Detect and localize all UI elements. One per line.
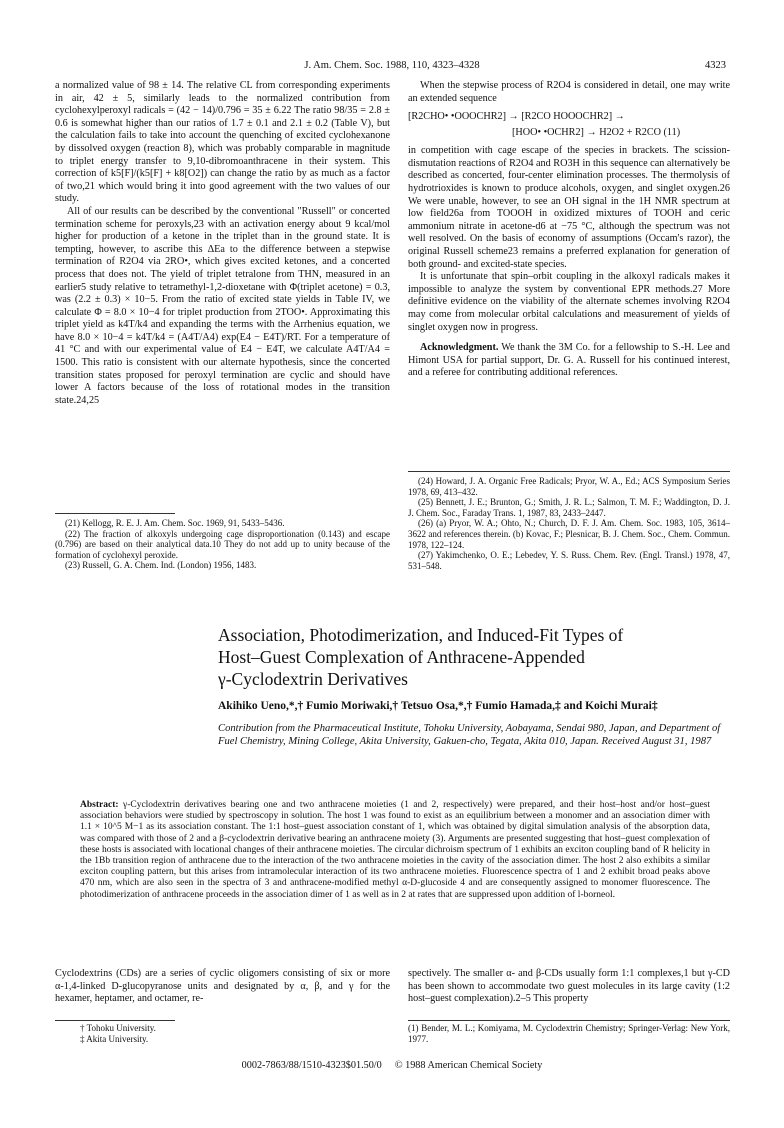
- left-column: [55, 80, 390, 407]
- copyright: © 1988 American Chemical Society: [394, 1060, 543, 1071]
- left-paragraph-2: All of our results can be described by the conventional "Russell" or concerted termination scheme for peroxyls,23 with an activation energy about 9 kcal/mol higher for production of a ketone in the triplet than in the ground state. It is tempting, however, to ascribe this ΔEa to the difference between a stepwise termination of R2O4 via 2RO•, which gives excited ketones, and a concerted process that does not. The yield of triplet tetralone from THN, measured in an earlier5 study relative to tetramethyl-1,2-dioxetane with Φ(triplet acetone) = 0.3, was (2.2 ± 0.3) × 10−5. From the ratio of excited state yields in Table IV, we calculate Φ = 8.0 × 10−4 for triplet production from 2TOO•. Approximating this triplet yield as k4T/k4 and expanding the terms with the Arrhenius equation, we have 8.0 × 10−4 = k4T/k4 = (A4T/A4) exp(E4 − E4T)/RT. For a temperature of 41 °C and with our experimental value of E4 − E4T, we calculate A4T/A4 = 1500. This ratio is consistent with our alternate hypothesis, since the concerted transition states proposed for peroxyl termination are cyclic and should have lower A factors because of the loss of rotational modes in the transition state.24,25: [55, 205, 390, 406]
- affiliation-notes: [70, 1023, 370, 1044]
- left-paragraph-1: a normalized value of 98 ± 14. The relative CL from corresponding experiments in air, 42 ± 5, similarly leads to the normalized contribution from cyclohexylperoxyl radicals = (42 − 14)/0.796 = 35 ± 6.22 The ratio 98/35 = 2.8 ± 0.6 is somewhat higher than our ratios of 1.7 ± 0.1 and 2.1 ± 0.2 (Table V), but the calculation fails to take into account the quenching of excited cyclohexanone by dissolved oxygen (reaction 8), which was probably comparable in magnitude to triplet energy transfer to 9,10-dibromoanthracene in their system. This correction of k5[F]/(k5[F] + k8[O2]) can change the ratio by as much as a factor of two,21 which would bring it into good agreement with the two values of our study.: [55, 80, 390, 205]
- acknowledgment: [408, 342, 730, 380]
- intro-left: Cyclodextrins (CDs) are a series of cyclic oligomers consisting of six or more α-1,4-linked D-glucopyranose units and designated by α, β, and γ for the hexamer, heptamer, and octamer, re-: [55, 968, 390, 1005]
- right-paragraph-2: It is unfortunate that spin–orbit coupling in the alkoxyl radicals makes it impossible to analyze the system by conventional EPR methods.27 More definitive evidence on the viability of the alternate schemes involving R2O4 may come from molecular orbital calculations and measurement of yields of singlet oxygen now in progress.: [408, 271, 730, 333]
- article-title: [218, 624, 738, 690]
- footnote-1: (1) Bender, M. L.; Komiyama, M. Cyclodextrin Chemistry; Springer-Verlag: New York, 1977.: [408, 1023, 730, 1044]
- issn-code: 0002-7863/88/1510-4323$01.50/0: [241, 1060, 382, 1071]
- running-head: [0, 60, 784, 71]
- contribution-affiliation: Contribution from the Pharmaceutical Institute, Tohoku University, Aobayama, Sendai 980, Japan, and Department of Fuel Chemistry, Mining College, Akita University, Gakuen-cho, Tegata, Akita 010, Japan. Received August 31, 1987: [218, 723, 721, 747]
- equation-line-2: [HOO• •OCHR2] → H2O2 + R2CO (11): [512, 127, 681, 139]
- footnote-rule-left: [55, 513, 175, 514]
- abstract-text: γ-Cyclodextrin derivatives bearing one and two anthracene moieties (1 and 2, respectively) were prepared, and their host–host and/or host–guest association behaviors were studied by spectroscopy in solution. The host 1 was found to exist as an equilibrium between a monomer and an association dimer with 1.1 × 10^5 M−1 as its association constant. The 1:1 host–guest association constant of 1, which was obtained by digital simulation analysis of the absorption data, was compared with those of 2 and a β-cyclodextrin derivative bearing an anthracene moiety (3). Arguments are presented suggesting that host–guest complexation of these hosts is associated with locational changes of their anthracene moieties. The circular dichroism spectrum of 1 exhibits an exciton coupling band of R helicity in the 1Bb transition region of anthracene due to the interaction of the two anthracene moieties in the cavity of the association dimer. The host 2 also exhibits a similar exciton coupling pattern, but this arises from intramolecular interaction of its two anthracene moieties. Fluorescence spectra of 1 and 2 exhibit broad peaks above 470 nm, which are also seen in the spectra of 3 and anthracene-modified methyl α-D-glucoside 4 and are consequently assigned to monomer fluorescence. The photodimerization of anthracene proceeds in the association dimer of 1 as well as in 2 at rates that are suppressed upon addition of l-borneol.: [80, 800, 711, 900]
- page-number: 4323: [705, 60, 726, 71]
- footnote-rule-right-2: [408, 1020, 730, 1021]
- author-list: Akihiko Ueno,*,† Fumio Moriwaki,† Tetsuo Osa,*,† Fumio Hamada,‡ and Koichi Murai‡: [218, 700, 658, 712]
- footnote-21: (21) Kellogg, R. E. J. Am. Chem. Soc. 1969, 91, 5433–5436.: [65, 518, 285, 528]
- intro-right: spectively. The smaller α- and β-CDs usually form 1:1 complexes,1 but γ-CD has been shown to accommodate two guest molecules in its large cavity (1:2 host–guest complexation).2–5 This property: [408, 968, 730, 1005]
- footnote-22: (22) The fraction of alkoxyls undergoing cage disproportionation (0.143) and escape (0.796) are based on their analytical data.10 They do not add up to unity because of the formation of cyclohexyl peroxide.: [55, 528, 390, 560]
- affiliation-rule: [55, 1020, 175, 1021]
- right-column: [408, 80, 730, 380]
- footnote-27: (27) Yakimchenko, O. E.; Lebedev, Y. S. Russ. Chem. Rev. (Engl. Transl.) 1978, 47, 531–548.: [408, 550, 730, 571]
- acknowledgment-text: We thank the 3M Co. for a fellowship to S.-H. Lee and Himont USA for partial support, Dr. G. A. Russell for his continued interest, and a referee for contributing additional references.: [408, 342, 730, 379]
- footnote-25: (25) Bennett, J. E.; Brunton, G.; Smith, J. R. L.; Salmon, T. M. F.; Waddington, D. J. J. Chem. Soc., Faraday Trans. 1, 1987, 83, 2433–2447.: [408, 497, 730, 518]
- abstract-label: Abstract:: [80, 800, 119, 810]
- left-footnotes: [55, 518, 390, 571]
- right-paragraph-1: in competition with cage escape of the species in brackets. The scission-dismutation reactions of R2O4 and RO3H in this sequence can alternatively be described as concerted, four-center elimination processes. The thermolysis of hydrotrioxides is known to produce alcohols, oxygen, and singlet oxygen.26 We were unable, however, to see an OH signal in the 1H NMR spectrum at low field26a from TOOOH in oxidized mixtures of TOOH and ceric ammonium nitrate in acetone-d6 at −75 °C, although the spectrum was not well resolved. On the basis of economy of assumptions (Occam's razor), the original Russell scheme23 remains a preferred explanation for generation of both ground- and excited-state species.: [408, 145, 730, 270]
- journal-citation: J. Am. Chem. Soc. 1988, 110, 4323–4328: [304, 60, 480, 71]
- title-line-2: Host–Guest Complexation of Anthracene-Appended: [218, 647, 585, 667]
- affiliation-note-tohoku: † Tohoku University.: [80, 1023, 156, 1033]
- page-footer: [0, 1060, 784, 1071]
- footnote-24: (24) Howard, J. A. Organic Free Radicals; Pryor, W. A., Ed.; ACS Symposium Series 1978, 69, 413–432.: [408, 476, 730, 497]
- title-line-1: Association, Photodimerization, and Induced-Fit Types of: [218, 625, 624, 645]
- footnote-rule-right: [408, 471, 730, 472]
- right-footnotes: [408, 476, 730, 571]
- affiliation-note-akita: ‡ Akita University.: [80, 1033, 149, 1044]
- title-line-3: γ-Cyclodextrin Derivatives: [218, 669, 408, 689]
- footnote-23: (23) Russell, G. A. Chem. Ind. (London) 1956, 1483.: [65, 560, 257, 571]
- acknowledgment-label: Acknowledgment.: [420, 342, 499, 354]
- right-intro: When the stepwise process of R2O4 is considered in detail, one may write an extended sequence: [408, 80, 730, 104]
- footnote-26: (26) (a) Pryor, W. A.; Ohto, N.; Church, D. F. J. Am. Chem. Soc. 1983, 105, 3614–3622 and references therein. (b) Kovac, F.; Plesnicar, B. J. Chem. Soc., Chem. Commun. 1978, 122–124.: [408, 518, 730, 550]
- abstract: [80, 800, 710, 901]
- equation-11: [408, 109, 730, 141]
- equation-line-1: [R2CHO• •OOOCHR2] → [R2CO HOOOCHR2] →: [408, 111, 625, 123]
